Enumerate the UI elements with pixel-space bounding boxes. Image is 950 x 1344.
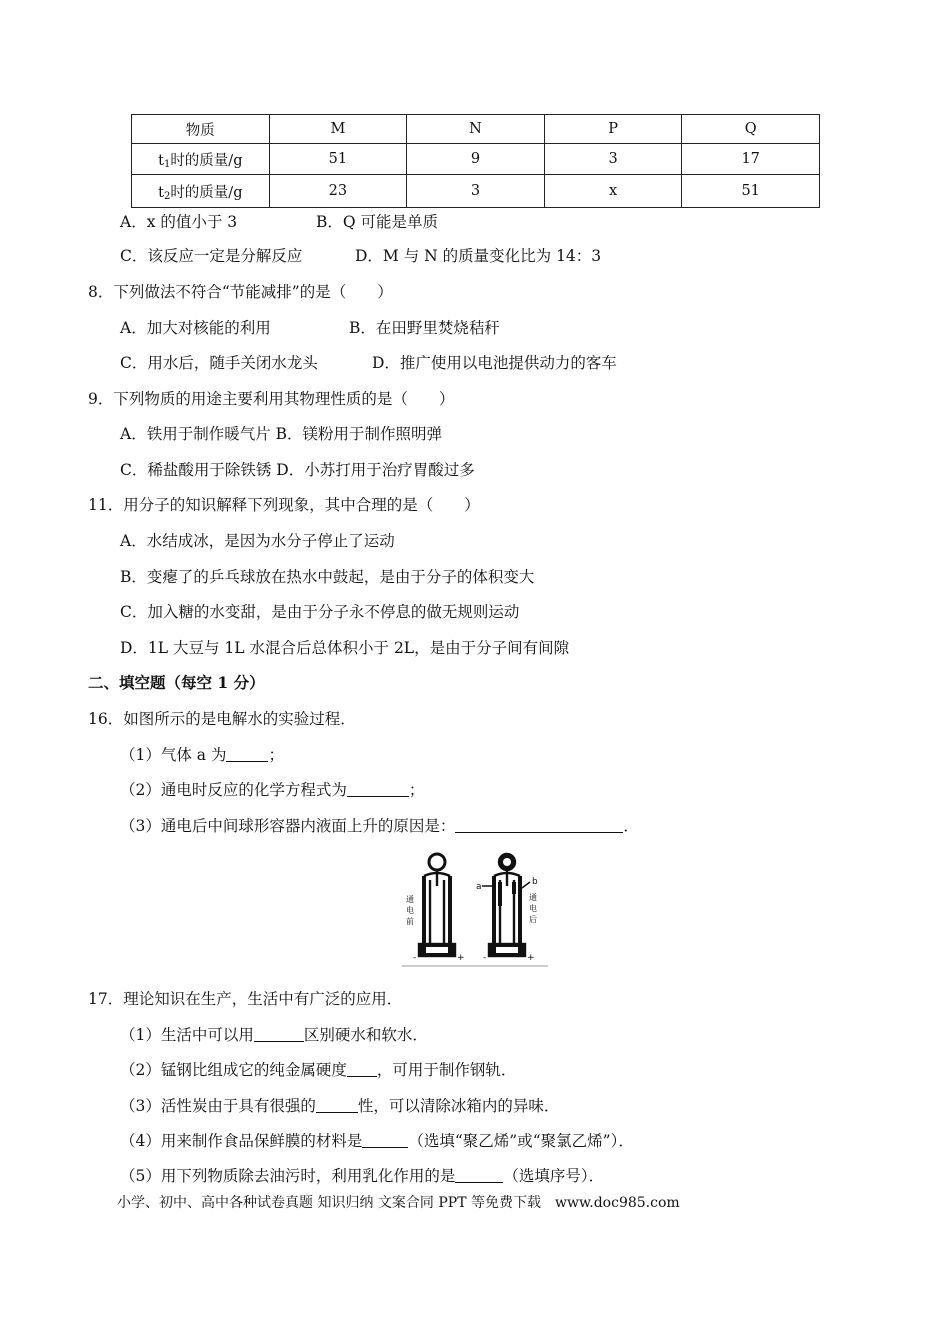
table-cell: 51 (269, 144, 407, 175)
svg-text:-: - (483, 953, 487, 963)
apparatus-before (419, 854, 455, 956)
table-header-cell: N (407, 115, 545, 144)
label-before: 通电前 (406, 895, 414, 926)
table-row-label: $t_2$时的质量/g (132, 175, 270, 208)
table-cell: 51 (682, 175, 820, 208)
q17-sub-2: （2）锰钢比组成它的纯金属硬度 ，可用于制作钢轨． (120, 1061, 517, 1079)
table-header-cell: M (269, 115, 407, 144)
label-after: 通电后 (529, 893, 537, 924)
q11-option-a: A．水结成冰，是因为水分子停止了运动 (120, 532, 395, 550)
answer-blank[interactable] (226, 745, 268, 762)
q9-options-ab: A．铁用于制作暖气片 B．镁粉用于制作照明弹 (120, 425, 443, 443)
q11-stem: 11．用分子的知识解释下列现象，其中合理的是（ ） (88, 496, 480, 514)
answer-blank[interactable] (347, 1060, 377, 1077)
q11-option-d: D．1L 大豆与 1L 水混合后总体积小于 2L，是由于分子间有间隙 (120, 639, 570, 657)
q8-stem: 8．下列做法不符合“节能减排”的是（ ） (88, 283, 393, 301)
label-b: b (532, 877, 538, 887)
table-row (132, 175, 820, 208)
page-footer: 小学、初中、高中各种试卷真题 知识归纳 文案合同 PPT 等免费下载 www.doc985.com (117, 1195, 680, 1211)
answer-blank[interactable] (316, 1096, 358, 1113)
q7-option-d: D．M 与 N 的质量变化比为 14：3 (355, 247, 602, 265)
table-header-row (132, 115, 820, 144)
q16-stem: 16．如图所示的是电解水的实验过程． (88, 710, 356, 728)
svg-text:+: + (457, 953, 465, 963)
q8-option-d: D．推广使用以电池提供动力的客车 (372, 354, 617, 372)
q9-options-cd: C．稀盐酸用于除铁锈 D．小苏打用于治疗胃酸过多 (120, 461, 475, 479)
table-header-cell: 物质 (132, 115, 270, 144)
answer-blank[interactable] (362, 1131, 408, 1148)
q17-sub-5: （5）用下列物质除去油污时，利用乳化作用的是 （选填序号）． (120, 1167, 605, 1185)
mass-table (131, 114, 820, 208)
table-row-label: $t_1$时的质量/g (132, 144, 270, 175)
q17-sub-1: （1）生活中可以用 区别硬水和软水． (120, 1026, 428, 1044)
table-cell: 9 (407, 144, 545, 175)
answer-blank[interactable] (347, 780, 409, 797)
answer-blank[interactable] (455, 1166, 503, 1183)
table-row (132, 144, 820, 175)
q7-option-c: C．该反应一定是分解反应 (120, 247, 303, 265)
table-cell: 23 (269, 175, 407, 208)
q16-sub-3: （3）通电后中间球形容器内液面上升的原因是： ． (120, 817, 639, 835)
table-header-cell: Q (682, 115, 820, 144)
svg-text:+: + (527, 953, 535, 963)
answer-blank[interactable] (455, 816, 623, 833)
table-cell: 3 (544, 144, 682, 175)
svg-text:-: - (413, 953, 417, 963)
q17-sub-3: （3）活性炭由于具有很强的 性，可以清除冰箱内的异味． (120, 1097, 560, 1115)
q8-option-a: A．加大对核能的利用 (120, 319, 271, 337)
table-cell: x (544, 175, 682, 208)
q7-option-b: B．Q 可能是单质 (316, 213, 439, 231)
q16-sub-1: （1）气体 a 为 ； (120, 746, 284, 764)
q11-option-b: B．变瘪了的乒乓球放在热水中鼓起，是由于分子的体积变大 (120, 568, 535, 586)
q9-stem: 9．下列物质的用途主要利用其物理性质的是（ ） (88, 390, 455, 408)
q17-sub-4: （4）用来制作食品保鲜膜的材料是 （选填“聚乙烯”或“聚氯乙烯”）． (120, 1132, 634, 1150)
table-cell: 17 (682, 144, 820, 175)
apparatus-after (482, 854, 530, 956)
q8-option-c: C．用水后，随手关闭水龙头 (120, 354, 318, 372)
answer-blank[interactable] (254, 1025, 304, 1042)
electrolysis-apparatus-figure (402, 848, 548, 968)
q16-sub-2: （2）通电时反应的化学方程式为 ； (120, 781, 425, 799)
q17-stem: 17．理论知识在生产，生活中有广泛的应用． (88, 990, 403, 1008)
q7-option-a: A．x 的值小于 3 (120, 213, 238, 231)
table-header-cell: P (544, 115, 682, 144)
section-heading: 二、填空题（每空 1 分） (88, 673, 265, 692)
q11-option-c: C．加入糖的水变甜，是由于分子永不停息的做无规则运动 (120, 603, 520, 621)
label-a: a (476, 882, 482, 892)
q8-option-b: B．在田野里焚烧秸秆 (349, 319, 500, 337)
table-cell: 3 (407, 175, 545, 208)
